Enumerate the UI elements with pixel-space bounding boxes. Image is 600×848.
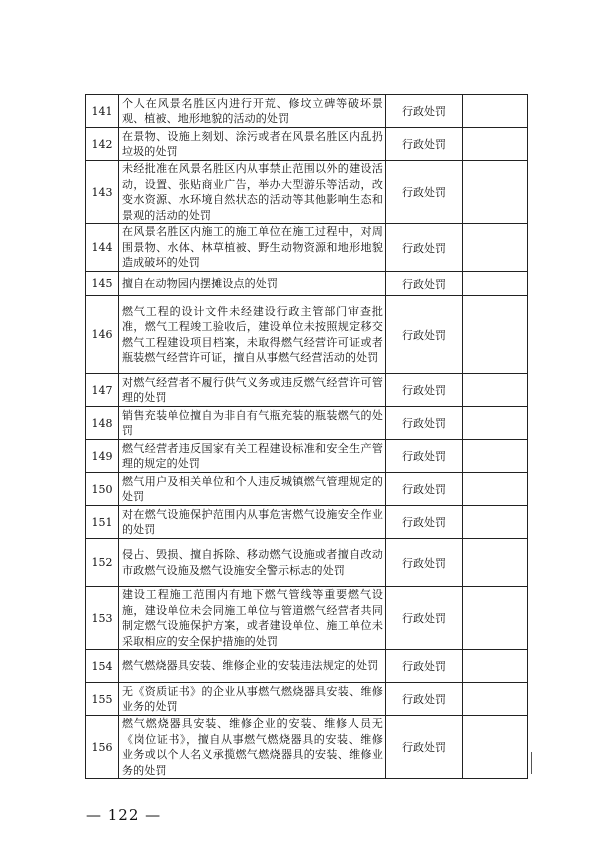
item-category: 行政处罚 <box>386 224 463 272</box>
row-number: 151 <box>86 506 119 539</box>
item-name: 未经批准在风景名胜区内从事禁止范围以外的建设活动，设置、张贴商业广告，举办大型游乐等活动，改变水资源、水环境自然状态的活动等其他影响生态和景观的活动的处罚 <box>119 161 386 224</box>
row-number: 141 <box>86 95 119 128</box>
table-row <box>86 95 528 128</box>
power-list-table <box>85 94 528 779</box>
item-name: 对在燃气设施保护范围内从事危害燃气设施安全作业的处罚 <box>119 506 386 539</box>
table-row <box>86 440 528 473</box>
empty-cell <box>463 506 528 539</box>
row-number: 146 <box>86 296 119 374</box>
empty-cell <box>463 128 528 161</box>
table-row <box>86 539 528 587</box>
empty-cell <box>463 683 528 716</box>
item-name: 燃气用户及相关单位和个人违反城镇燃气管理规定的处罚 <box>119 473 386 506</box>
row-number: 156 <box>86 716 119 779</box>
item-category: 行政处罚 <box>386 161 463 224</box>
item-name: 在风景名胜区内施工的施工单位在施工过程中，对周围景物、水体、林草植被、野生动物资源和地形地貌造成破坏的处罚 <box>119 224 386 272</box>
table-row <box>86 473 528 506</box>
item-category: 行政处罚 <box>386 440 463 473</box>
empty-cell <box>463 296 528 374</box>
item-name: 在景物、设施上刻划、涂污或者在风景名胜区内乱扔垃圾的处罚 <box>119 128 386 161</box>
empty-cell <box>463 224 528 272</box>
table-row <box>86 374 528 407</box>
page-number: — 122 — <box>86 806 162 824</box>
row-number: 153 <box>86 587 119 650</box>
margin-mark <box>531 752 532 774</box>
row-number: 147 <box>86 374 119 407</box>
table-body <box>86 95 528 779</box>
table-row <box>86 407 528 440</box>
item-category: 行政处罚 <box>386 296 463 374</box>
table-row <box>86 128 528 161</box>
item-category: 行政处罚 <box>386 272 463 296</box>
item-name: 对燃气经营者不履行供气义务或违反燃气经营许可管理的处罚 <box>119 374 386 407</box>
table-row <box>86 650 528 683</box>
table-row <box>86 161 528 224</box>
row-number: 152 <box>86 539 119 587</box>
empty-cell <box>463 539 528 587</box>
item-category: 行政处罚 <box>386 539 463 587</box>
row-number: 142 <box>86 128 119 161</box>
item-category: 行政处罚 <box>386 683 463 716</box>
item-category: 行政处罚 <box>386 374 463 407</box>
item-name: 燃气经营者违反国家有关工程建设标准和安全生产管理的规定的处罚 <box>119 440 386 473</box>
empty-cell <box>463 272 528 296</box>
table-row <box>86 683 528 716</box>
row-number: 155 <box>86 683 119 716</box>
empty-cell <box>463 473 528 506</box>
table-row <box>86 272 528 296</box>
row-number: 150 <box>86 473 119 506</box>
item-category: 行政处罚 <box>386 128 463 161</box>
empty-cell <box>463 440 528 473</box>
item-name: 侵占、毁损、擅自拆除、移动燃气设施或者擅自改动市政燃气设施及燃气设施安全警示标志的处罚 <box>119 539 386 587</box>
row-number: 154 <box>86 650 119 683</box>
empty-cell <box>463 161 528 224</box>
empty-cell <box>463 374 528 407</box>
item-name: 建设工程施工范围内有地下燃气管线等重要燃气设施，建设单位未会同施工单位与管道燃气经营者共同制定燃气设施保护方案，或者建设单位、施工单位未采取相应的安全保护措施的处罚 <box>119 587 386 650</box>
item-category: 行政处罚 <box>386 95 463 128</box>
item-category: 行政处罚 <box>386 587 463 650</box>
row-number: 143 <box>86 161 119 224</box>
empty-cell <box>463 95 528 128</box>
item-name: 燃气燃烧器具安装、维修企业的安装违法规定的处罚 <box>119 650 386 683</box>
table-row <box>86 716 528 779</box>
empty-cell <box>463 407 528 440</box>
item-name: 燃气工程的设计文件未经建设行政主管部门审查批准，燃气工程竣工验收后，建设单位未按照规定移交燃气工程建设项目档案，未取得燃气经营许可证或者瓶装燃气经营许可证，擅自从事燃气经营活动的处罚 <box>119 296 386 374</box>
item-name: 个人在风景名胜区内进行开荒、修坟立碑等破坏景观、植被、地形地貌的活动的处罚 <box>119 95 386 128</box>
item-category: 行政处罚 <box>386 716 463 779</box>
item-category: 行政处罚 <box>386 407 463 440</box>
row-number: 145 <box>86 272 119 296</box>
item-name: 销售充装单位擅自为非自有气瓶充装的瓶装燃气的处罚 <box>119 407 386 440</box>
item-name: 擅自在动物园内摆摊设点的处罚 <box>119 272 386 296</box>
item-category: 行政处罚 <box>386 650 463 683</box>
empty-cell <box>463 650 528 683</box>
empty-cell <box>463 587 528 650</box>
table-row <box>86 296 528 374</box>
empty-cell <box>463 716 528 779</box>
table-row <box>86 224 528 272</box>
row-number: 149 <box>86 440 119 473</box>
item-category: 行政处罚 <box>386 506 463 539</box>
item-name: 无《资质证书》的企业从事燃气燃烧器具安装、维修业务的处罚 <box>119 683 386 716</box>
item-category: 行政处罚 <box>386 473 463 506</box>
table-row <box>86 587 528 650</box>
row-number: 144 <box>86 224 119 272</box>
table-row <box>86 506 528 539</box>
item-name: 燃气燃烧器具安装、维修企业的安装、维修人员无《岗位证书》，擅自从事燃气燃烧器具的安装、维修业务或以个人名义承揽燃气燃烧器具的安装、维修业务的处罚 <box>119 716 386 779</box>
row-number: 148 <box>86 407 119 440</box>
